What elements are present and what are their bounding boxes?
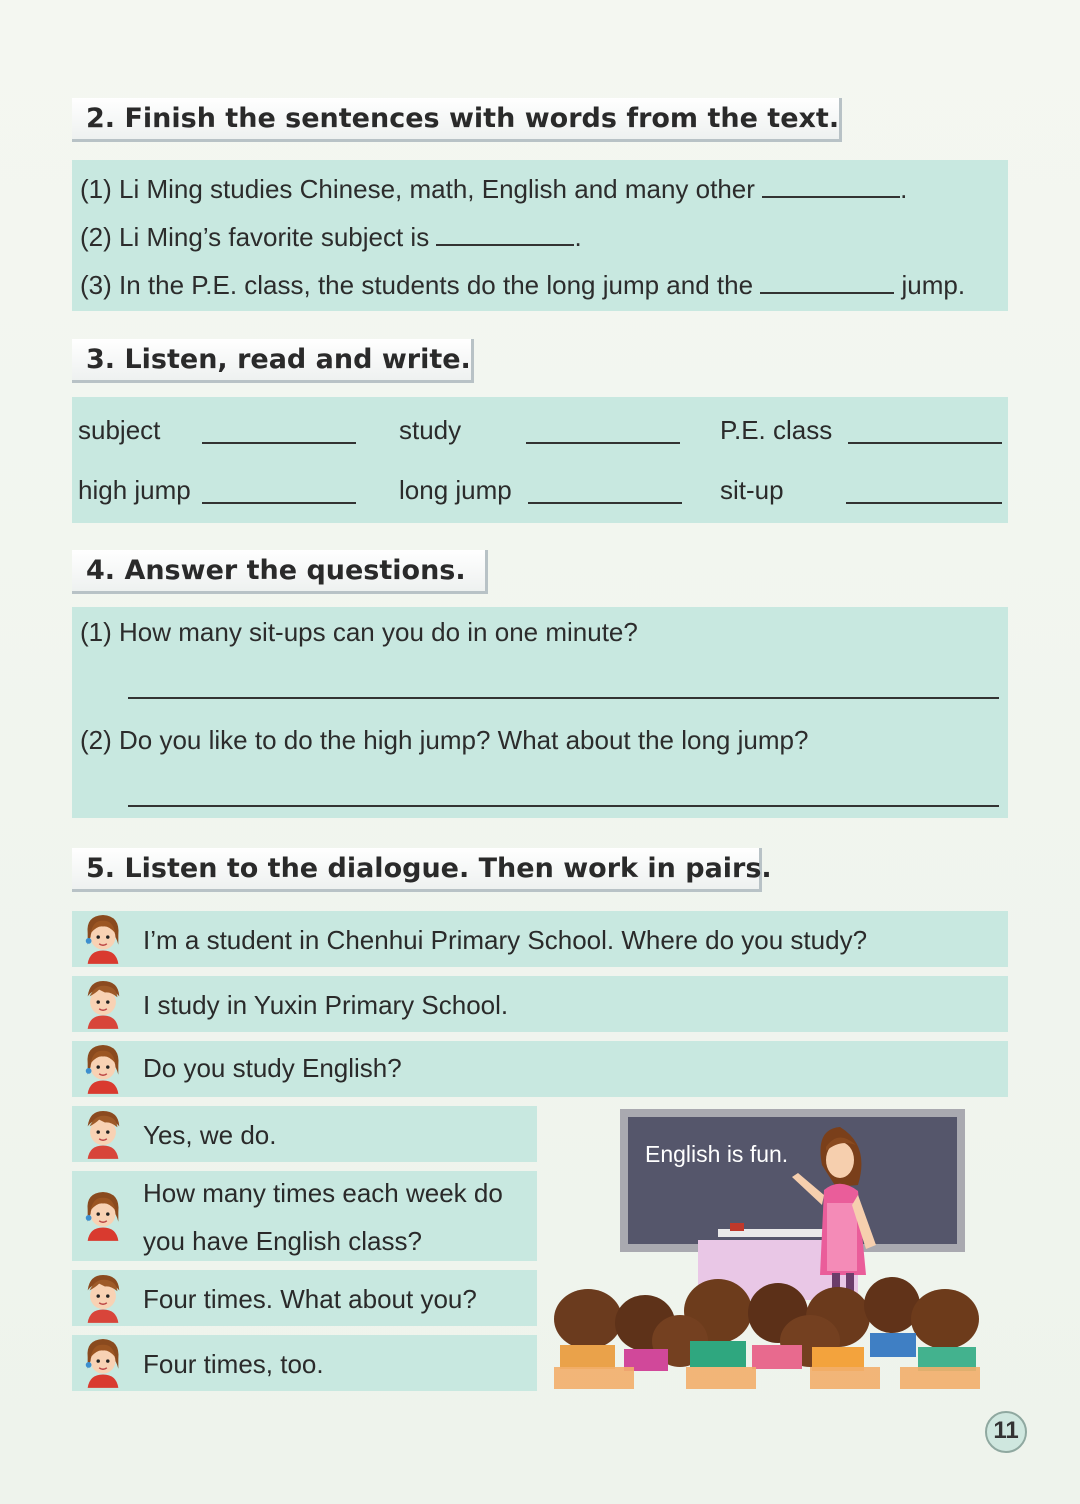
sentence-1-text: (1) Li Ming studies Chinese, math, English and many other: [80, 174, 755, 204]
girl-avatar-icon: [80, 1042, 126, 1096]
word-high-jump-blank[interactable]: [202, 502, 356, 504]
dialogue-line-1: [72, 911, 1008, 967]
boy-avatar-icon: [80, 977, 126, 1031]
dialogue-text-1: I’m a student in Chenhui Primary School. Where do you study?: [143, 925, 868, 955]
dialogue-text-2: I study in Yuxin Primary School.: [143, 990, 509, 1020]
word-study-blank[interactable]: [526, 442, 680, 444]
word-subject: subject: [78, 415, 161, 445]
section-4-box: [72, 607, 1008, 818]
word-long-jump: long jump: [399, 475, 512, 505]
word-sit-up-blank[interactable]: [846, 502, 1002, 504]
sentence-2: [80, 222, 582, 253]
dialogue-text-5a: How many times each week do: [143, 1178, 503, 1208]
boy-avatar-icon: [80, 1271, 126, 1325]
dialogue-text-7: Four times, too.: [143, 1349, 324, 1379]
section-2-box: [72, 160, 1008, 311]
section-3-box: [72, 397, 1008, 523]
word-pe-class-blank[interactable]: [848, 442, 1002, 444]
word-study: study: [399, 415, 462, 445]
sentence-3-end: jump.: [901, 270, 966, 300]
dialogue-line-5: [72, 1171, 537, 1261]
word-subject-blank[interactable]: [202, 442, 356, 444]
page-number-badge: [982, 1407, 1030, 1457]
sentence-3-blank[interactable]: [760, 270, 894, 294]
sentence-2-blank[interactable]: [436, 222, 574, 246]
dialogue-line-7: [72, 1335, 537, 1391]
sentence-2-text: (2) Li Ming’s favorite subject is: [80, 222, 430, 252]
dialogue-text-6: Four times. What about you?: [143, 1284, 477, 1314]
answer-1-line[interactable]: [128, 697, 999, 699]
sentence-3-text: (3) In the P.E. class, the students do the long jump and the: [80, 270, 754, 300]
blackboard: [628, 1117, 957, 1244]
blackboard-text: English is fun.: [645, 1141, 789, 1167]
girl-avatar-icon: [80, 912, 126, 966]
dialogue-text-4: Yes, we do.: [143, 1120, 277, 1150]
word-pe-class: P.E. class: [720, 415, 833, 445]
sentence-1-end: .: [900, 174, 908, 204]
answer-2-line[interactable]: [128, 805, 999, 807]
sentence-1: [80, 174, 907, 205]
dialogue-line-3: [72, 1041, 1008, 1097]
word-long-jump-blank[interactable]: [528, 502, 682, 504]
dialogue-text-5b: you have English class?: [143, 1226, 422, 1256]
boy-avatar-icon: [80, 1107, 126, 1161]
dialogue-line-6: [72, 1270, 537, 1326]
classroom-illustration: [540, 1105, 990, 1395]
dialogue-line-4: [72, 1106, 537, 1162]
section-4-header: 4. Answer the questions.: [72, 550, 488, 594]
page-number: 11: [993, 1417, 1019, 1444]
word-sit-up: sit-up: [720, 475, 784, 505]
section-5-header: 5. Listen to the dialogue. Then work in pairs.: [72, 848, 762, 892]
sentence-3: [80, 270, 965, 301]
word-high-jump: high jump: [78, 475, 191, 505]
dialogue-line-2: [72, 976, 1008, 1032]
girl-avatar-icon: [80, 1189, 126, 1243]
section-2-header: 2. Finish the sentences with words from the text.: [72, 98, 842, 142]
question-1: (1) How many sit-ups can you do in one minute?: [80, 617, 638, 647]
students-group: [554, 1277, 980, 1389]
girl-avatar-icon: [80, 1336, 126, 1390]
question-2: (2) Do you like to do the high jump? What about the long jump?: [80, 725, 809, 755]
section-3-header: 3. Listen, read and write.: [72, 339, 474, 383]
dialogue-text-3: Do you study English?: [143, 1053, 402, 1083]
sentence-1-blank[interactable]: [762, 174, 900, 198]
sentence-2-end: .: [574, 222, 582, 252]
